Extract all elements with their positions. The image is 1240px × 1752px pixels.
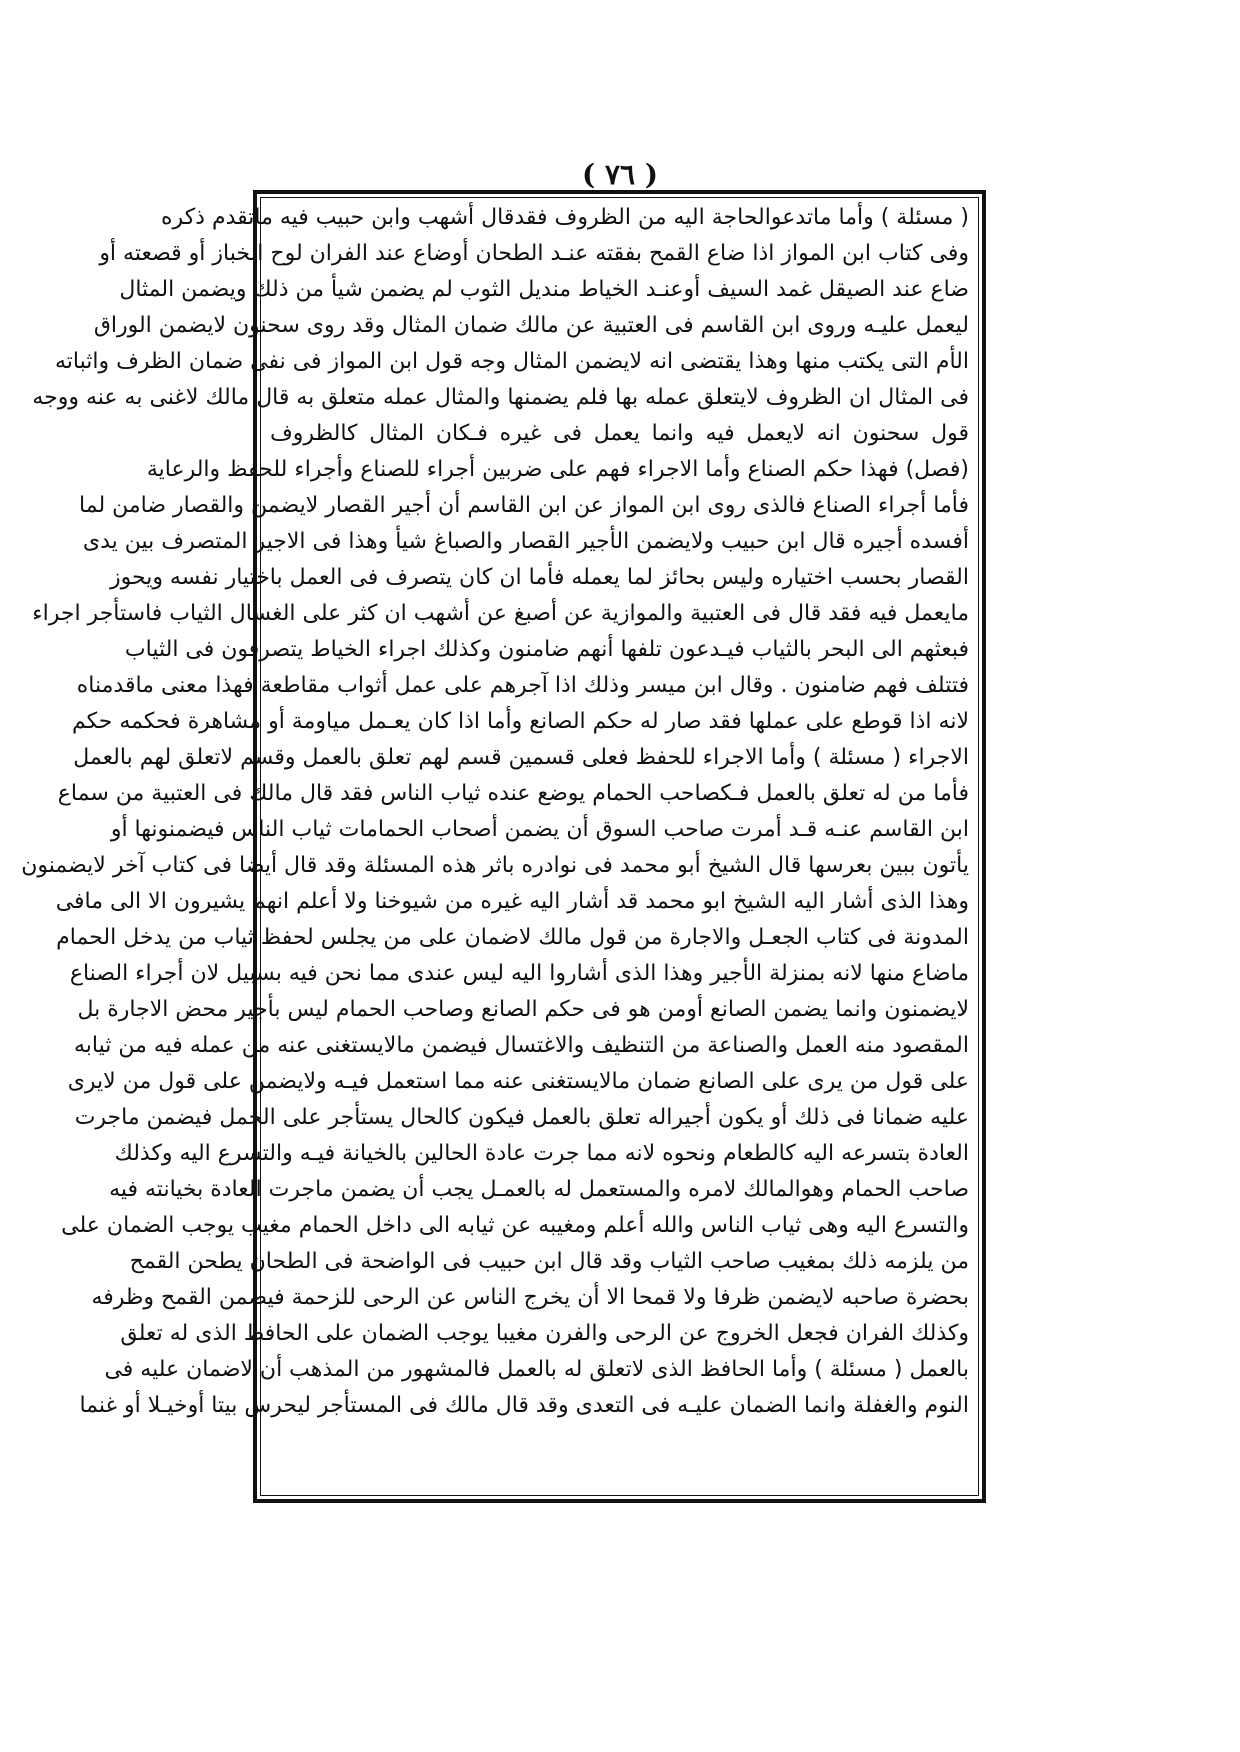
text-line: ليعمل عليـه وروى ابن القاسم فى العتبية عن مالك ضمان المثال وقد روى سحنون لايضمن الوراق: [93, 313, 969, 338]
text-line: ضاع عند الصيقل غمد السيف أوعنـد الخياط منديل الثوب لم يضمن شيأ من ذلك ويضمن المثال: [119, 277, 969, 302]
text-line: صاحب الحمام وهوالمالك لامره والمستعمل له بالعمـل يجب أن يضمن ماجرت العادة بخيانته فيه: [109, 1177, 969, 1202]
text-line: فتتلف فهم ضامنون . وقال ابن ميسر وذلك اذا آجرهم على عمل أثواب مقاطعة فهذا معنى ماقدمناه: [76, 673, 969, 698]
text-line: وهذا الذى أشار اليه الشيخ ابو محمد قد أشار اليه غيره من شيوخنا ولا أعلم انهم يشيرون الا الى مافى: [55, 889, 969, 914]
text-line: عليه ضمانا فى ذلك أو يكون أجيراله تعلق بالعمل فيكون كالحال يستأجر على الحمل فيضمن ماجرت: [74, 1105, 969, 1130]
text-line: وكذلك الفران فجعل الخروج عن الرحى والفرن مغيبا يوجب الضمان على الحافظ الذى له تعلق: [120, 1321, 969, 1346]
text-line: الأم التى يكتب منها وهذا يقتضى انه لايضمن المثال وجه قول ابن المواز فى نفى ضمان الظرف واثباته: [54, 349, 969, 374]
text-line: ماضاع منها لانه بمنزلة الأجير وهذا الذى أشاروا اليه ليس عندى مما نحن فيه بسبيل لان أجراء الصناع: [69, 961, 969, 986]
page-number: ( ٧٦ ): [581, 158, 659, 191]
text-line: لانه اذا قوطع على عملها فقد صار له حكم الصانع وأما اذا كان يعـمل مياومة أو مشاهرة فحكمه حكم: [71, 709, 969, 734]
text-line: ( مسئلة ) وأما ماتدعوالحاجة اليه من الظروف فقدقال أشهب وابن حبيب فيه ماتقدم ذكره: [161, 205, 969, 230]
text-line: فبعثهم الى البحر بالثياب فيـدعون تلفها أنهم ضامنون وكذلك اجراء الخياط يتصرفون فى الثياب: [124, 637, 969, 662]
text-line: وفى كتاب ابن المواز اذا ضاع القمح بفقته عنـد الطحان أوضاع عند الفران لوح الخباز أو قصعته أو: [99, 241, 969, 266]
text-line: أفسده أجيره قال ابن حبيب ولايضمن الأجير القصار والصباغ شيأ وهذا فى الاجير المتصرف بين يدى: [82, 529, 969, 554]
text-line: مايعمل فيه فقد قال فى العتبية والموازية عن أصبغ عن أشهب ان كثر على الغسال الثياب فاستأجر اجراء: [32, 601, 969, 626]
text-line: الاجراء ( مسئلة ) وأما الاجراء للحفظ فعلى قسمين قسم لهم تعلق بالعمل وقسم لاتعلق لهم بالعمل: [73, 745, 969, 770]
text-line: والتسرع اليه وهى ثياب الناس والله أعلم ومغيبه عن ثيابه الى داخل الحمام مغيب يوجب الضمان على: [61, 1213, 969, 1238]
text-line: على قول من يرى على الصانع ضمان مالايستغنى عنه مما استعمل فيـه ولايضمن على قول من لايرى: [67, 1069, 969, 1094]
text-line: العادة بتسرعه اليه كالطعام ونحوه لانه مما جرت عادة الحالين بالخيانة فيـه والتسرع اليه وكذلك: [114, 1141, 969, 1166]
text-line: النوم والغفلة وانما الضمان عليـه فى التعدى وقد قال مالك فى المستأجر ليحرس بيتا أوخيـلا أو غنما: [79, 1393, 969, 1418]
body-text: [21, 198, 975, 1496]
text-line: المقصود منه العمل والصناعة من التنظيف والاغتسال فيضمن مالايستغنى عنه من عمله فيه من ثيابه: [73, 1033, 969, 1058]
text-line: القصار بحسب اختياره وليس بحائز لما يعمله فأما ان كان يتصرف فى العمل باختيار نفسه ويحوز: [110, 565, 969, 590]
text-line: ابن القاسم عنـه قـد أمرت صاحب السوق أن يضمن أصحاب الحمامات ثياب الناس فيضمنونها أو: [110, 817, 969, 842]
text-line: المدونة فى كتاب الجعـل والاجارة من قول مالك لاضمان على من يجلس لحفظ ثياب من يدخل الحمام: [56, 925, 969, 950]
text-line: فى المثال ان الظروف لايتعلق عمله بها فلم يضمنها والمثال عمله متعلق به قال مالك لاغنى به عنه ووجه: [32, 385, 969, 410]
text-line: لايضمنون وانما يضمن الصانع أومن هو فى حكم الصانع وصاحب الحمام ليس بأجير محض الاجارة بل: [77, 997, 969, 1022]
text-line: فأما من له تعلق بالعمل فـكصاحب الحمام يوضع عنده ثياب الناس فقد قال مالك فى العتبية من سماع: [57, 781, 969, 806]
text-line: بالعمل ( مسئلة ) وأما الحافظ الذى لاتعلق له بالعمل فالمشهور من المذهب أن لاضمان عليه فى: [104, 1357, 969, 1382]
text-line: من يلزمه ذلك بمغيب صاحب الثياب وقد قال ابن حبيب فى الواضحة فى الطحان يطحن القمح: [129, 1249, 969, 1274]
text-line: يأتون ببين بعرسها قال الشيخ أبو محمد فى نوادره باثر هذه المسئلة وقد قال أيضا فى كتاب آخر لايضمنون: [21, 853, 969, 878]
text-line: (فصل) فهذا حكم الصناع وأما الاجراء فهم على ضربين أجراء للصناع وأجراء للحفظ والرعاية: [146, 457, 969, 482]
text-line: بحضرة صاحبه لايضمن ظرفا ولا قمحا الا أن يخرج الناس عن الرحى للزحمة فيضمن القمح وظرفه: [91, 1285, 969, 1310]
text-line: فأما أجراء الصناع فالذى روى ابن المواز عن ابن القاسم أن أجير القصار لايضمن والقصار ضامن لما: [79, 493, 969, 518]
text-line: قول سحنون انه لايعمل فيه وانما يعمل فى غيره فـكان المثال كالظروف: [270, 421, 969, 446]
